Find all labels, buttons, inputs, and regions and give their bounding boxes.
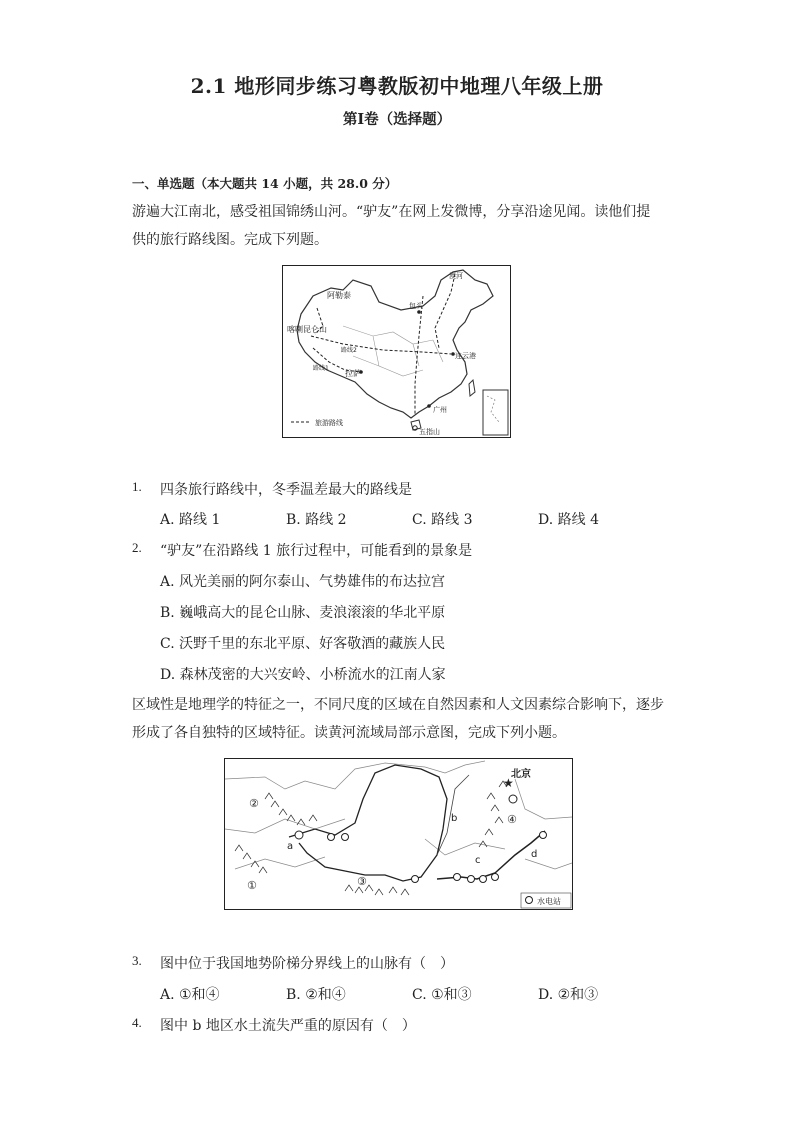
mountain-3	[345, 885, 409, 895]
label-c: c	[475, 855, 481, 866]
q3-option-c[interactable]: C. ①和③	[412, 987, 472, 1003]
label-altai: 阿勒泰	[327, 291, 351, 300]
label-beijing: 北京	[511, 769, 531, 780]
section-heading: 一、单选题（本大题共 14 小题，共 28.0 分）	[132, 176, 398, 191]
question-3-number: 3.	[132, 953, 142, 968]
label-route2: 路线2	[341, 347, 357, 354]
label-mohe: 漠河	[449, 272, 463, 280]
beijing-city-circle	[509, 795, 517, 803]
south-sea-inset	[483, 390, 508, 435]
q2-option-b[interactable]: B. 巍峨高大的昆仑山脉、麦浪滚滚的华北平原	[160, 605, 446, 621]
intro-1-line-2: 供的旅行路线图。完成下列题。	[132, 232, 328, 248]
question-1-number: 1.	[132, 479, 142, 494]
intro-paragraph-2	[132, 691, 667, 747]
legend-route-label: 旅游路线	[315, 419, 343, 427]
legend-hydro-icon	[526, 897, 533, 904]
q3-option-d[interactable]: D. ②和③	[538, 987, 599, 1003]
hydro-station-5	[454, 874, 461, 881]
question-2-text: “驴友”在沿路线 1 旅行过程中，可能看到的景象是	[160, 543, 473, 559]
label-mountain-2: ②	[249, 797, 259, 810]
intro-2-line-1: 区域性是地理学的特征之一，不同尺度的区域在自然因素和人文因素综合影响下，逐步	[132, 697, 664, 713]
q2-option-c[interactable]: C. 沃野千里的东北平原、好客敬酒的藏族人民	[160, 636, 446, 652]
travel-route-map	[282, 265, 511, 438]
question-2-number: 2.	[132, 540, 142, 555]
q1-option-b[interactable]: B. 路线 2	[286, 512, 347, 528]
label-baotou: 包头	[409, 302, 423, 310]
beijing-star-icon: ★	[503, 776, 514, 790]
route-2-line	[311, 336, 451, 354]
label-a: a	[287, 841, 294, 852]
hydro-station-2	[328, 834, 335, 841]
legend-hydro-label: 水电站	[537, 897, 561, 906]
question-1-text: 四条旅行路线中，冬季温差最大的路线是	[160, 482, 412, 498]
mountain-4	[479, 781, 507, 847]
city-circle-d	[540, 832, 547, 839]
q1-option-a[interactable]: A. 路线 1	[160, 512, 221, 528]
q2-option-a[interactable]: A. 风光美丽的阿尔泰山、气势雄伟的布达拉宫	[160, 574, 446, 590]
hydro-station-6	[468, 876, 475, 883]
taiwan-island	[469, 380, 475, 396]
hydro-station-1	[295, 831, 303, 839]
hydro-station-3	[342, 834, 349, 841]
label-route1: 路线1	[313, 365, 329, 372]
city-dot-guangzhou	[427, 404, 431, 408]
label-lianyungang: 连云港	[455, 352, 476, 360]
intro-paragraph-1	[132, 198, 667, 254]
label-guangzhou: 广州	[433, 406, 447, 414]
label-mountain-3: ③	[357, 875, 367, 888]
river-east	[437, 831, 545, 879]
label-b: b	[451, 813, 458, 824]
label-mountain-1: ①	[247, 879, 257, 892]
q1-option-c[interactable]: C. 路线 3	[412, 512, 473, 528]
label-kunlun: 喀喇昆仑山	[287, 325, 327, 334]
hydro-station-4	[412, 876, 419, 883]
question-3-text: 图中位于我国地势阶梯分界线上的山脉有（ ）	[160, 956, 454, 972]
question-4-number: 4.	[132, 1015, 142, 1030]
mountain-1	[235, 845, 267, 873]
q2-option-d[interactable]: D. 森林茂密的大兴安岭、小桥流水的江南人家	[160, 667, 446, 683]
mountain-2	[265, 793, 317, 825]
label-lhasa: 拉萨	[345, 369, 361, 378]
label-mountain-4: ④	[507, 813, 517, 826]
yellow-river-map	[224, 758, 573, 910]
city-dot-baotou	[417, 310, 421, 314]
hydro-station-7	[480, 876, 487, 883]
q3-option-b[interactable]: B. ②和④	[286, 987, 346, 1003]
label-d: d	[531, 849, 538, 860]
question-4-text: 图中 b 地区水土流失严重的原因有（ ）	[160, 1018, 416, 1034]
question-1-options	[160, 509, 680, 529]
q3-option-a[interactable]: A. ①和④	[160, 987, 220, 1003]
q1-option-d[interactable]: D. 路线 4	[538, 512, 599, 528]
intro-2-line-2: 形成了各自独特的区域特征。读黄河流域局部示意图，完成下列小题。	[132, 725, 566, 741]
hydro-station-8	[492, 874, 499, 881]
route-4-line	[435, 274, 455, 348]
intro-1-line-1: 游遍大江南北，感受祖国锦绣山河。“驴友”在网上发微博，分享沿途见闻。读他们提	[132, 204, 651, 220]
question-3-options	[160, 984, 680, 1004]
label-wuzhishan: 五指山	[419, 428, 440, 436]
page-title: 2.1 地形同步练习粤教版初中地理八年级上册	[190, 74, 604, 98]
volume-subtitle: 第I卷（选择题）	[342, 111, 452, 128]
yellow-river	[289, 765, 447, 881]
